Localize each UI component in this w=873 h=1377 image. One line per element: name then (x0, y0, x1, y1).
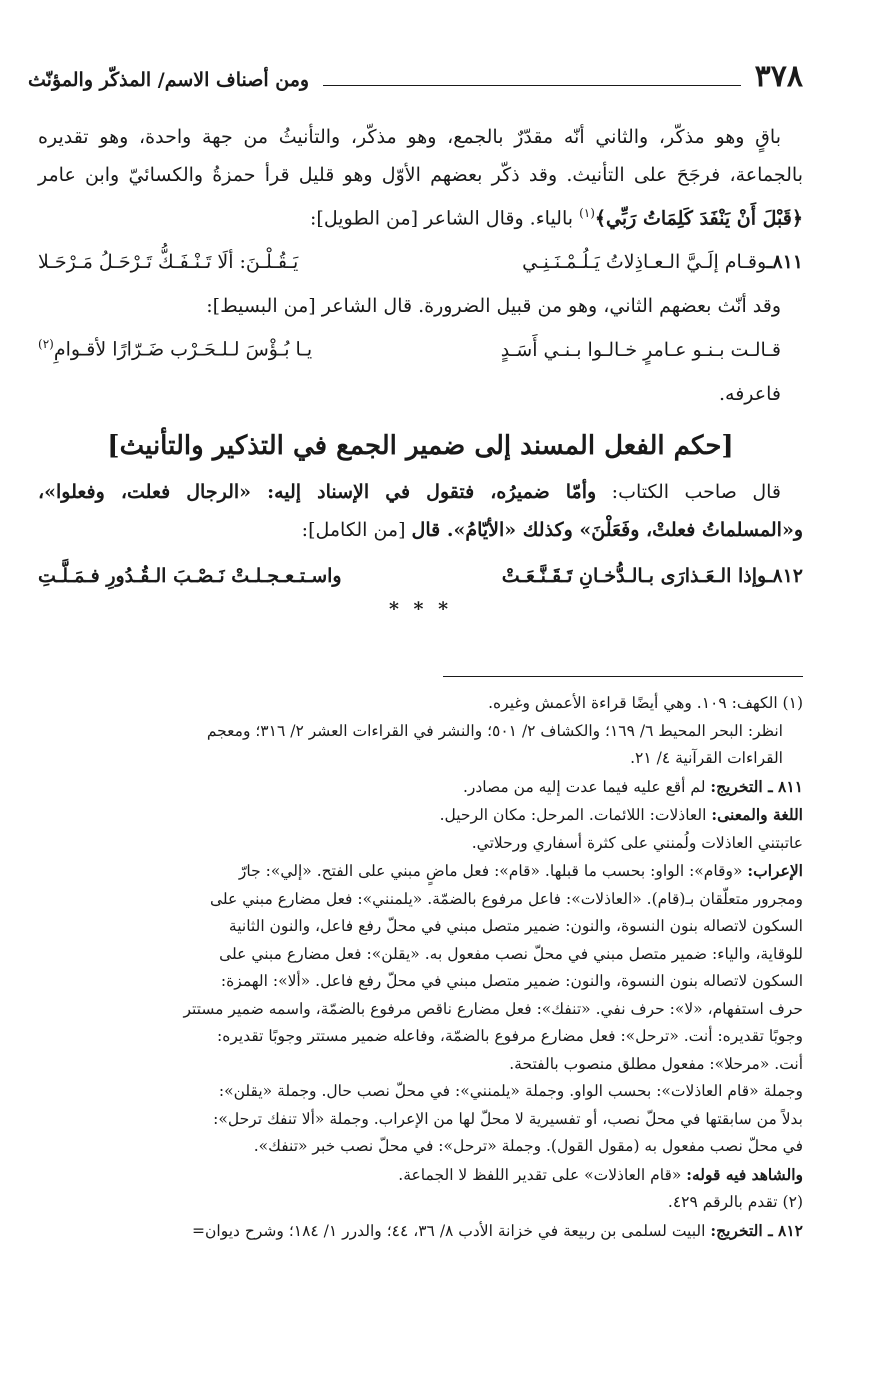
footnote-rule (443, 676, 803, 677)
footnote-line (34, 996, 803, 1024)
section-title: [حكم الفعل المسند إلى ضمير الجمع في التذكير والتأنيث] (107, 430, 734, 461)
paragraph-1-text: باقٍ وهو مذكّر، والثاني أنّه مقدّرٌ بالجمع، وهو مذكّر، والتأنيثُ من جهة واحدة، وهو تقديره بالجماعة، فرجَحَ على التأنيث. وقد ذكّر بعضهم الأوّل وهو قليل قرأ حمزةُ والكسائيّ وابن عامر (38, 126, 804, 186)
footnote-ref-1[interactable]: (١) (579, 206, 595, 220)
footnote-line (34, 1106, 803, 1134)
footnote-label: الإعراب: (747, 861, 803, 880)
footnote-line (34, 801, 803, 830)
verse-2-hemistich-2: يـا بُـؤْسَ لـلـحَـرْب ضَـرّارًا لأقـوامِ (53, 338, 313, 361)
page-header (28, 52, 803, 92)
verse-811-first (522, 243, 803, 281)
footnote-text: «قام العاذلات» على تقدير اللفظ لا الجماعة. (398, 1165, 687, 1184)
paragraph-4-quote: وأمّا ضميرُه، فتقول في الإسناد إليه: «الرجال فعلت، وفعلوا»، و«المسلماتُ فعلتْ، وفَعَلْنَ» وكذلك «الأيّامُ». قال (38, 480, 803, 541)
footnote-line (34, 1161, 803, 1190)
footnote-line (34, 1189, 803, 1217)
footnote-line (34, 1133, 803, 1161)
quran-quote: ﴿قَبْلَ أَنْ يَنْفَدَ كَلِمَاتُ رَبِّي﴾ (594, 207, 803, 230)
paragraph-4-lead: قال صاحب الكتاب: (596, 480, 781, 503)
verse-812 (38, 557, 803, 595)
footnote-text: في محلّ نصب مفعول به (مقول القول). وجملة «ترحل»: في محلّ نصب خبر «تنفك». (253, 1137, 803, 1155)
footnote-text: حرف استفهام، «لا»: حرف نفي. «تنفك»: فعل مضارع ناقص مرفوع بالضمّة، واسمه ضمير مستتر (183, 999, 803, 1018)
footnote-line (34, 968, 803, 996)
header-rule (323, 85, 741, 86)
footnote-line (34, 1051, 803, 1079)
verse-2 (38, 325, 803, 368)
footnote-line (34, 857, 803, 886)
footnote-text: السكون لاتصاله بنون النسوة، والنون: ضمير متصل مبني في محلّ رفع فاعل، والنون الثانية (228, 917, 803, 935)
footnote-line (34, 886, 803, 914)
verse-811-hemistich-2: يَـقُـلْـنَ: ألَا تَـنْـفَـكُّ تَـرْحَـلُ مَـرْحَـلا (38, 251, 299, 274)
footnote-text: وجملة «قام العاذلات»: بحسب الواو. وجملة «يلمنني»: في محلّ نصب حال. وجملة «يقلن»: (218, 1082, 803, 1100)
verse-812-number: ٨١٢ـ (766, 564, 803, 587)
footnote-text: القراءات القرآنية ٤/ ٢١. (630, 749, 783, 767)
footnote-text: وجوبًا تقديره: أنت. «ترحل»: فعل مضارع مرفوع بالضمّة، وفاعله ضمير مستتر وجوبًا تقديره: (216, 1027, 803, 1045)
paragraph-1 (38, 118, 803, 237)
footnote-text: أنت. «مرحلا»: مفعول مطلق منصوب بالفتحة. (509, 1054, 803, 1073)
footnote-line (34, 830, 803, 858)
verse-811-number: ٨١١ـ (766, 251, 803, 274)
footnote-line (34, 690, 803, 718)
section-separator: * * * (388, 597, 453, 620)
footnote-text: (٢) تقدم بالرقم ٤٢٩. (667, 1193, 803, 1211)
verse-811-hemistich-1: وقـام إلَـيَّ الـعـاذِلاتُ يَـلُـمْـنَـنِـي (522, 251, 767, 274)
footnote-text: ومجرور متعلّقان بـ(قام). «العاذلات»: فاعل مرفوع بالضمّة. «يلمنني»: فعل مضارع مبني على (209, 889, 803, 908)
footnote-text: للوقاية، والياء: ضمير متصل مبني في محلّ نصب مفعول به. «يقلن»: فعل مضارع مبني على (219, 944, 803, 963)
footnote-line (34, 745, 803, 773)
running-title: ومن أصناف الاسم/ المذكّر والمؤنّث (28, 69, 310, 91)
footnote-text: لم أقع عليه فيما عدت إليه من مصادر. (462, 777, 711, 796)
paragraph-4 (38, 473, 803, 549)
verse-2-second (38, 325, 312, 368)
paragraph-4-meter: [من الكامل]: (301, 518, 412, 541)
footnote-text: السكون لاتصاله بنون النسوة، والنون: ضمير متصل مبني في محلّ رفع فاعل. «ألا»: الهمزة: (220, 972, 803, 990)
footnote-line (34, 1023, 803, 1051)
page-number: ٣٧٨ (754, 59, 803, 94)
paragraph-3: فاعرفه. (718, 382, 781, 405)
footnote-text: «وقام»: الواو: بحسب ما قبلها. «قام»: فعل ماضٍ مبني على الفتح. «إلي»: جارّ (238, 862, 748, 880)
footnote-line (34, 913, 803, 941)
footnote-label: والشاهد فيه قوله: (686, 1164, 803, 1184)
verse-812-hemistich-1: وإذا الـعَـذارَى بـالـدُّخـانِ تَـقَـنَّـعَـتْ (501, 564, 767, 587)
footnote-line (34, 1217, 803, 1246)
main-text (38, 118, 803, 623)
verse-812-hemistich-2: واسـتـعـجـلـتْ نَـصْـبَ الـقُـدُورِ فـمَـلَّـتِ (38, 564, 342, 587)
footnote-line (34, 1078, 803, 1106)
footnote-text: عاتبتني العاذلات ولُمنني على كثرة أسفاري ورحلاتي. (471, 833, 803, 852)
paragraph-2: وقد أنّث بعضهم الثاني، وهو من قبيل الضرورة. قال الشاعر [من البسيط]: (206, 295, 781, 318)
footnote-label: ٨١١ ـ التخريج: (710, 776, 803, 796)
footnote-label: ٨١٢ ـ التخريج: (710, 1220, 803, 1240)
verse-811 (38, 243, 803, 281)
footnote-text: (١) الكهف: ١٠٩. وهي أيضًا قراءة الأعمش وغيره. (488, 694, 803, 712)
footnote-line (34, 773, 803, 802)
verse-812-first (502, 557, 803, 595)
paragraph-1-end: بالياء. وقال الشاعر [من الطويل]: (310, 207, 580, 230)
verse-2-hemistich-1: قـالـت بـنـو عـامرٍ خـالـوا بـنـي أَسَـدٍ (500, 338, 781, 361)
footnote-label: اللغة والمعنى: (711, 805, 803, 824)
footnote-text: البيت لسلمى بن ربيعة في خزانة الأدب ٨/ ٣٦، ٤٤؛ والدرر ١/ ١٨٤؛ وشرح ديوان= (192, 1221, 711, 1240)
footnote-text: انظر: البحر المحيط ٦/ ١٦٩؛ والكشاف ٢/ ٥٠١؛ والنشر في القراءات العشر ٢/ ٣١٦؛ ومعجم (206, 721, 783, 740)
footnote-ref-2[interactable]: (٢) (38, 337, 54, 352)
footnote-line (34, 941, 803, 969)
footnote-text: العاذلات: اللائمات. المرحل: مكان الرحيل. (439, 806, 712, 824)
footnote-line (34, 718, 803, 746)
footnote-text: بدلاً من سابقتها في محلّ نصب، أو تفسيرية لا محلّ لها من الإعراب. وجملة «ألا تنفك ترحل»: (213, 1109, 803, 1128)
footnotes (34, 690, 803, 1245)
